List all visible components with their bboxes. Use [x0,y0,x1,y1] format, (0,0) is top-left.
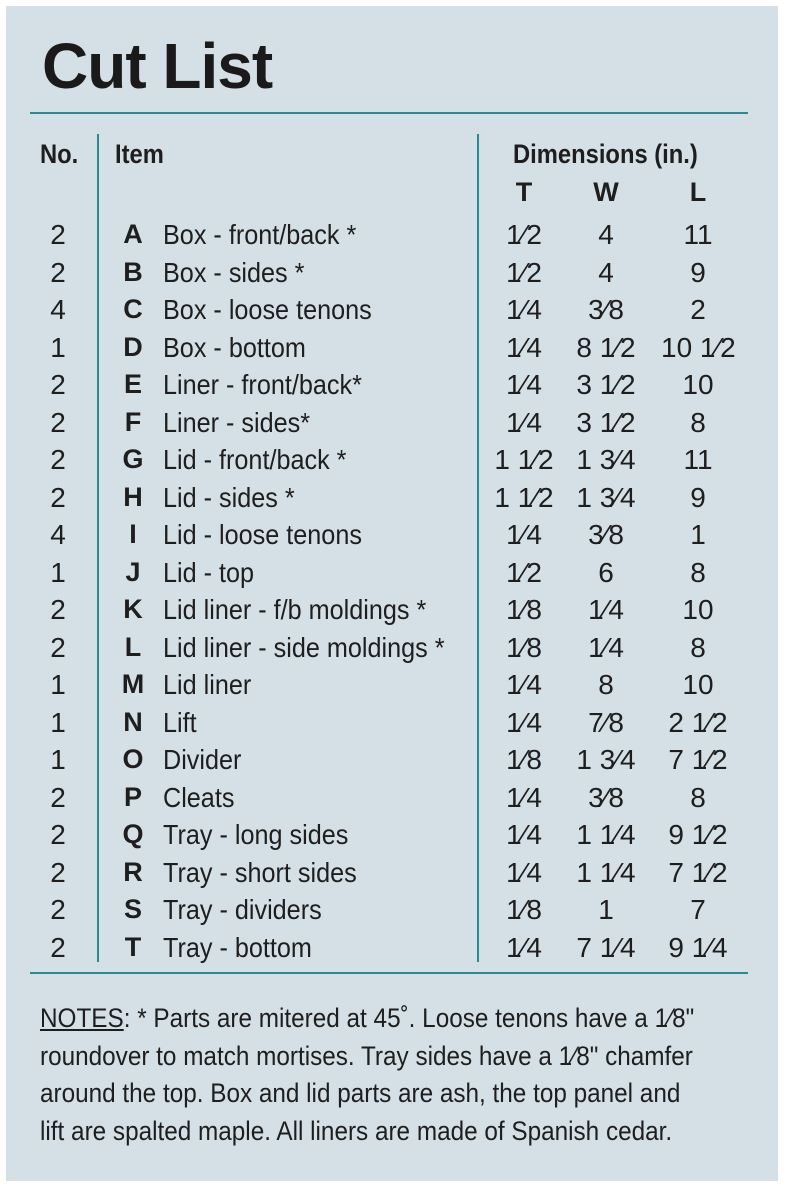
row-quantity: 4 [50,519,66,550]
table-row [6,479,778,516]
row-item-name: Lid - sides * [163,481,295,513]
row-length: 10 [682,669,714,700]
page-title: Cut List [42,30,273,102]
row-quantity: 1 [50,706,66,738]
row-item-name: Tray - short sides [163,856,357,888]
table-row [6,329,778,366]
row-length: 9 [690,256,706,288]
row-length: 9 [690,481,706,513]
row-length: 8 [690,406,706,438]
row-thickness: 1⁄8 [506,744,542,775]
table-row [6,366,778,403]
row-letter: P [123,781,142,812]
row-item-name: Lid liner [163,669,252,700]
notes-line-3: around the top. Box and lid parts are ash, the top panel and [40,1078,681,1108]
row-width: 3⁄8 [588,294,624,325]
row-letter: A [123,219,143,249]
row-letter: Q [122,819,144,849]
row-item-name: Lid liner - side moldings * [163,631,445,663]
row-letter: B [123,256,143,287]
table-row [6,741,778,778]
row-item-name: Liner - sides* [163,406,311,438]
bottom-divider [30,972,748,974]
row-thickness: 1⁄4 [506,819,542,850]
row-letter: J [125,556,141,587]
row-item-name: Box - front/back * [163,219,357,250]
row-item-name: Box - sides * [163,256,305,288]
row-thickness: 1⁄2 [506,556,542,588]
row-width: 1 1⁄4 [576,856,636,888]
row-width: 1 [598,894,614,925]
row-length: 11 [683,444,713,475]
row-letter: L [124,631,142,662]
row-thickness: 1⁄8 [506,594,542,625]
row-width: 4 [598,256,614,288]
row-width: 3⁄8 [588,781,624,813]
row-quantity: 2 [50,481,66,513]
row-thickness: 1 1⁄2 [494,444,554,475]
row-letter: O [122,744,144,774]
row-width: 8 1⁄2 [576,331,636,363]
table-row [6,404,778,441]
row-width: 1 1⁄4 [576,819,636,850]
row-item-name: Lid liner - f/b moldings * [163,594,427,625]
table-row [6,779,778,816]
row-length: 11 [683,219,713,250]
table-row [6,216,778,253]
row-item-name: Lid - top [163,556,255,588]
row-thickness: 1⁄8 [506,894,542,925]
row-letter: G [122,444,144,474]
cut-list-card [6,6,778,1181]
row-item-name: Cleats [163,781,235,813]
row-letter: I [129,519,137,549]
table-row [6,854,778,891]
row-item-name: Tray - dividers [163,894,322,925]
row-quantity: 1 [50,556,66,588]
header-item: Item [115,139,164,169]
table-row [6,891,778,928]
table-row [6,554,778,591]
row-thickness: 1 1⁄2 [494,481,554,513]
row-letter: R [123,856,143,887]
row-thickness: 1⁄4 [506,706,542,738]
row-length: 8 [690,631,706,663]
notes-line-2: roundover to match mortises. Tray sides have a 1⁄8" chamfer [40,1040,693,1071]
row-quantity: 4 [50,294,66,325]
row-length: 1 [690,519,706,550]
row-item-name: Lid - front/back * [163,444,347,475]
row-quantity: 2 [50,894,66,925]
row-width: 3 1⁄2 [576,369,636,400]
row-quantity: 2 [50,219,66,250]
header-thickness: T [515,177,533,207]
table-row [6,254,778,291]
row-width: 1⁄4 [588,631,624,663]
row-thickness: 1⁄4 [506,406,542,438]
row-item-name: Lift [163,706,197,738]
row-quantity: 1 [50,669,66,700]
row-length: 9 1⁄2 [668,819,728,850]
row-width: 3 1⁄2 [576,406,636,438]
row-width: 3⁄8 [588,519,624,550]
row-length: 2 [690,294,706,325]
row-length: 7 1⁄2 [668,856,728,888]
row-width: 6 [598,556,614,588]
row-letter: M [121,669,145,699]
table-row [6,629,778,666]
header-dimensions: Dimensions (in.) [513,139,698,169]
row-quantity: 2 [50,256,66,288]
row-quantity: 2 [50,781,66,813]
row-length: 10 [682,369,714,400]
table-row [6,291,778,328]
row-letter: D [123,331,143,362]
row-quantity: 2 [50,856,66,888]
row-quantity: 2 [50,931,66,963]
row-letter: H [123,481,143,512]
table-row [6,441,778,478]
row-quantity: 2 [50,594,66,625]
row-length: 10 1⁄2 [661,331,736,363]
row-width: 1⁄4 [588,594,624,625]
table-row [6,516,778,553]
row-thickness: 1⁄4 [506,781,542,813]
row-thickness: 1⁄4 [506,331,542,363]
row-length: 7 [690,894,706,925]
row-thickness: 1⁄2 [506,219,542,250]
table-row [6,591,778,628]
row-letter: K [123,594,143,624]
row-width: 8 [598,669,614,700]
row-letter: E [123,369,142,399]
row-letter: F [124,406,142,437]
row-thickness: 1⁄2 [506,256,542,288]
table-row [6,816,778,853]
row-thickness: 1⁄4 [506,669,542,700]
row-item-name: Divider [163,744,242,775]
row-width: 1 3⁄4 [576,744,636,775]
row-thickness: 1⁄4 [506,519,542,550]
row-item-name: Box - bottom [163,331,306,363]
row-thickness: 1⁄4 [506,294,542,325]
row-quantity: 2 [50,631,66,663]
row-letter: N [123,706,143,737]
row-quantity: 2 [50,369,66,400]
row-length: 8 [690,781,706,813]
row-thickness: 1⁄4 [506,369,542,400]
table-row [6,704,778,741]
row-quantity: 1 [50,331,66,363]
row-item-name: Box - loose tenons [163,294,372,325]
notes-line-4: lift are spalted maple. All liners are made of Spanish cedar. [40,1115,673,1146]
header-length: L [689,177,707,207]
row-letter: C [123,294,143,324]
top-divider [30,112,748,114]
row-width: 1 3⁄4 [576,444,636,475]
row-width: 1 3⁄4 [576,481,636,513]
notes-line-1: NOTES: * Parts are mitered at 45˚. Loose tenons have a 1⁄8" [40,1003,695,1033]
table-row [6,666,778,703]
row-width: 4 [598,219,614,250]
row-letter: T [124,931,142,962]
row-length: 2 1⁄2 [668,706,728,738]
row-width: 7 1⁄4 [576,931,636,963]
row-thickness: 1⁄8 [506,631,542,663]
row-thickness: 1⁄4 [506,856,542,888]
row-thickness: 1⁄4 [506,931,542,963]
row-item-name: Tray - bottom [163,931,312,963]
row-quantity: 2 [50,406,66,438]
row-quantity: 2 [50,819,66,850]
row-length: 9 1⁄4 [668,931,728,963]
row-item-name: Lid - loose tenons [163,519,362,550]
table-row [6,929,778,966]
notes-label: NOTES [40,1003,124,1033]
notes [40,1000,733,1150]
row-quantity: 1 [50,744,66,775]
header-width: W [593,177,619,207]
row-length: 10 [682,594,714,625]
row-length: 7 1⁄2 [668,744,728,775]
row-item-name: Tray - long sides [163,819,349,850]
row-quantity: 2 [50,444,66,475]
row-letter: S [123,894,142,924]
row-length: 8 [690,556,706,588]
row-item-name: Liner - front/back* [163,369,362,400]
header-no: No. [40,139,79,169]
row-width: 7⁄8 [588,706,624,738]
